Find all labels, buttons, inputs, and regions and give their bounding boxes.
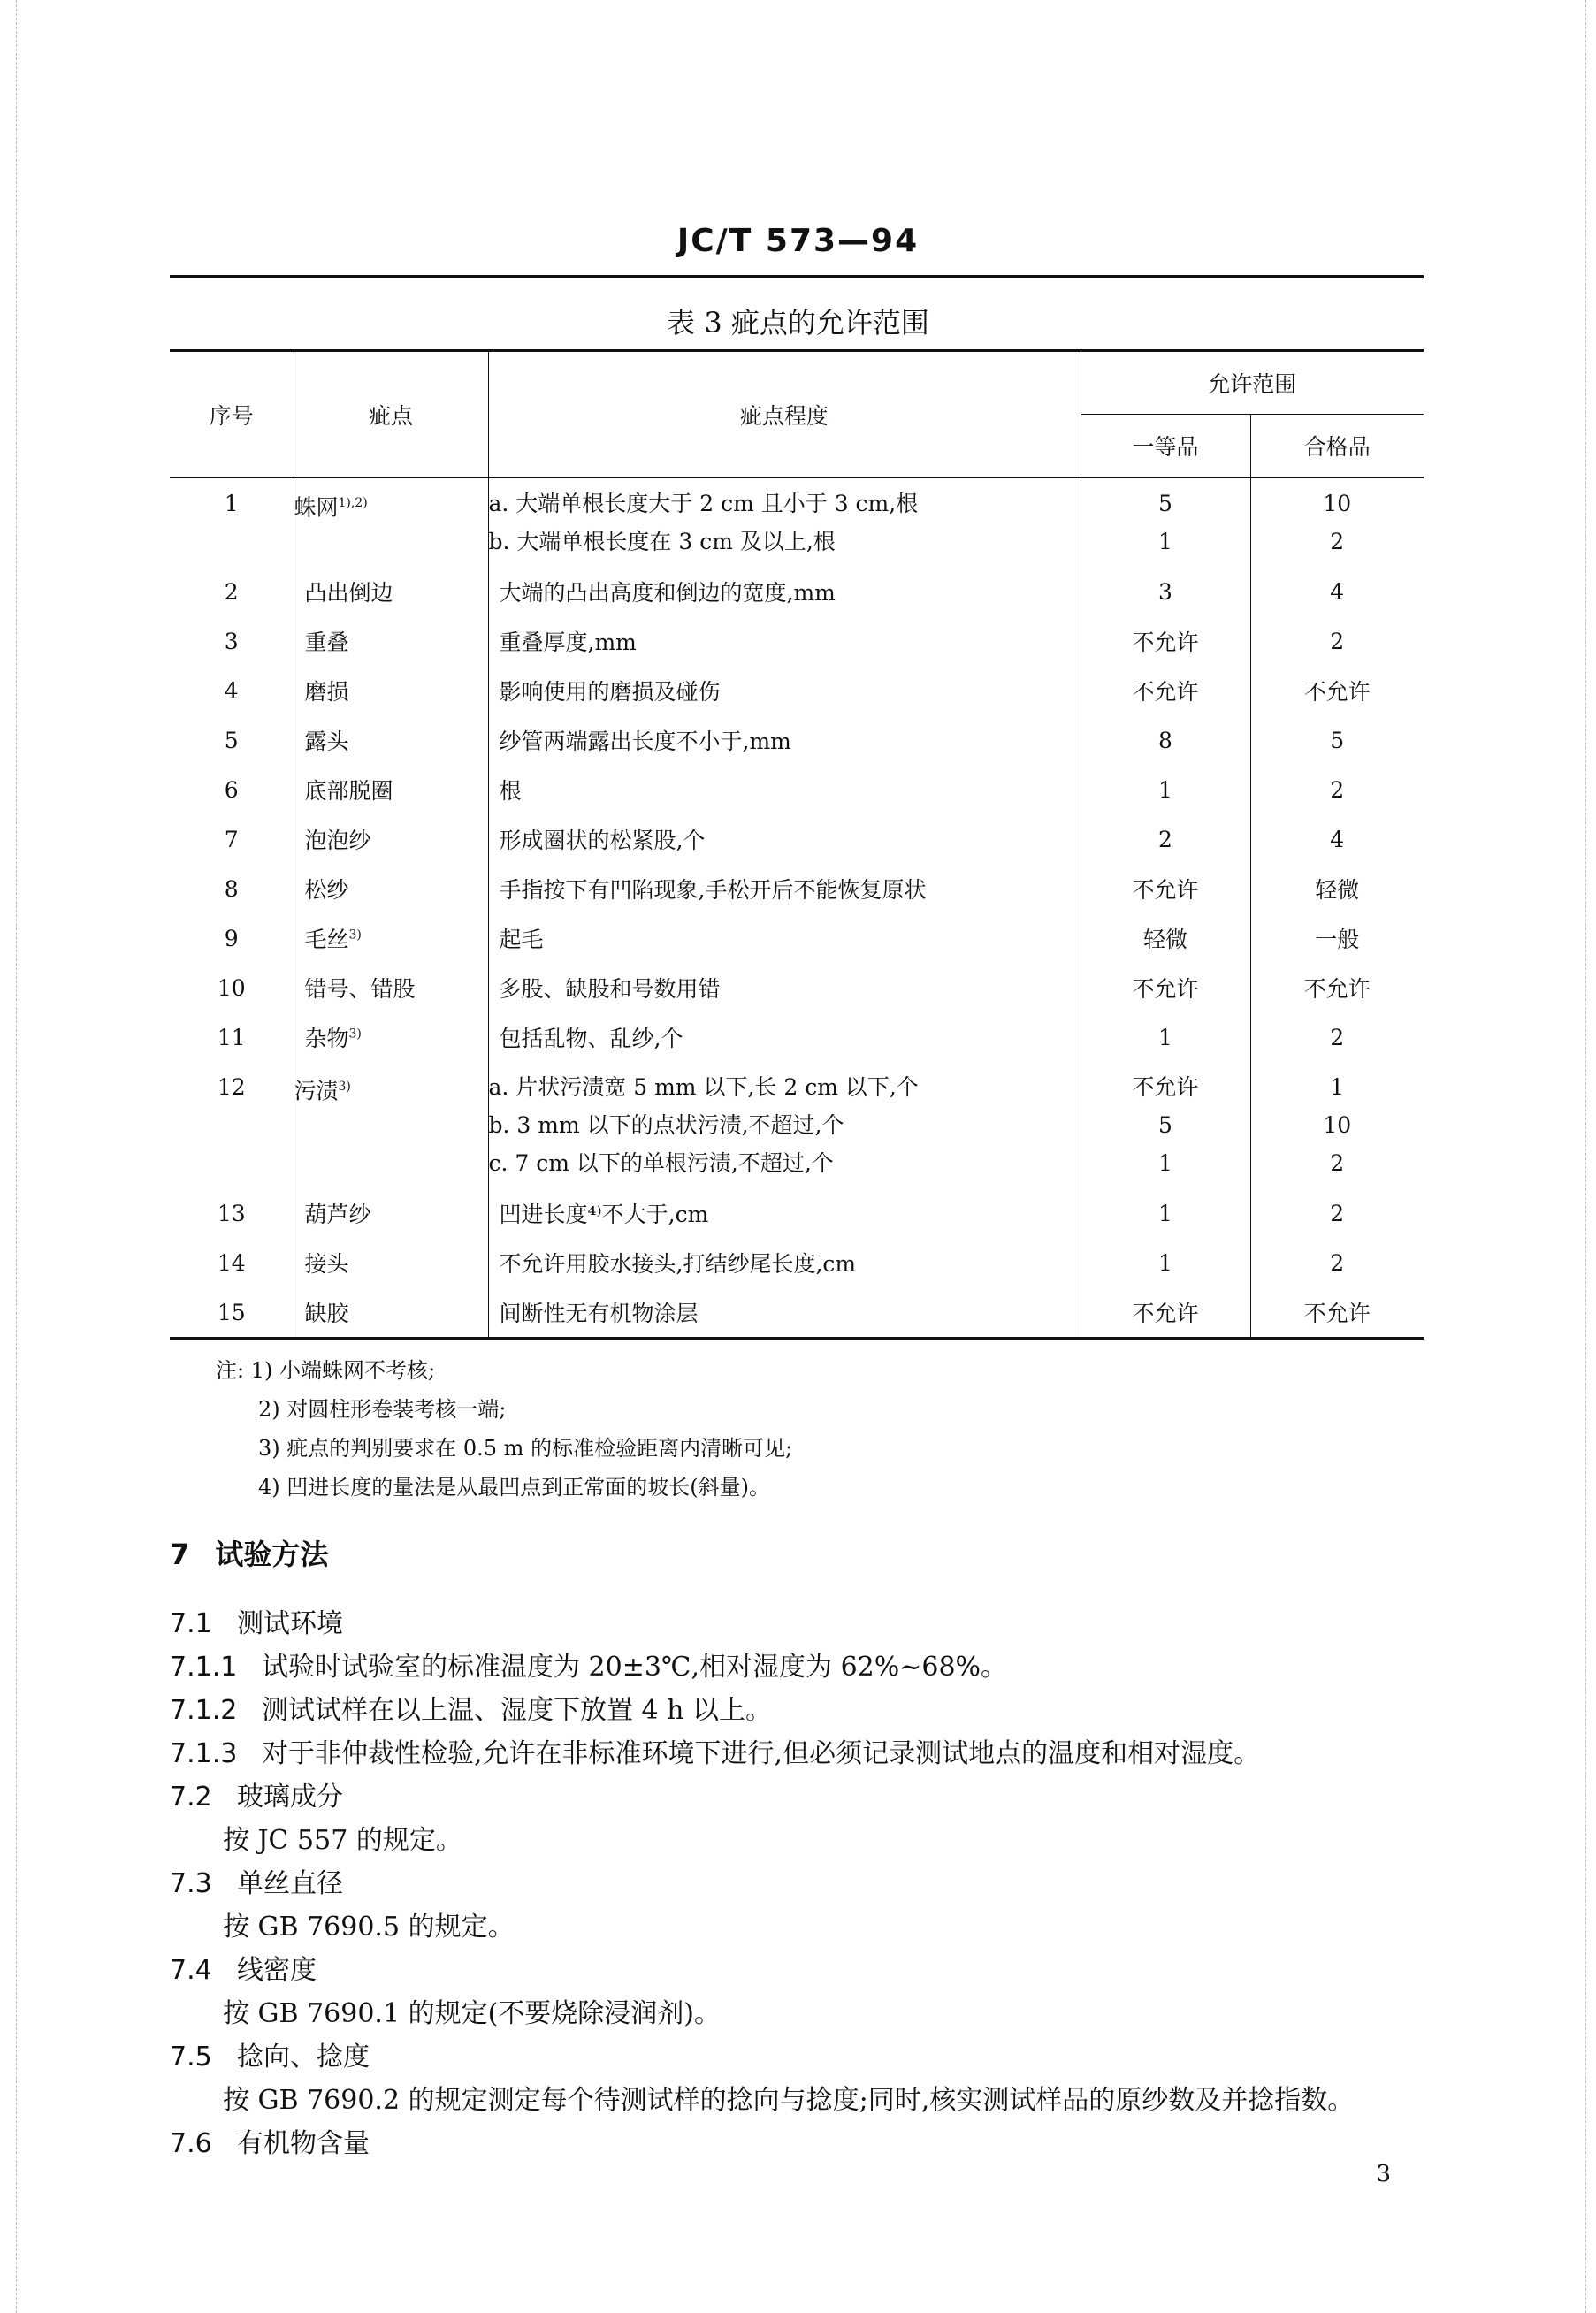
degree-line: 不允许用胶水接头,打结纱尾长度,cm	[499, 1251, 857, 1277]
clause-text: 按 GB 7690.5 的规定。	[223, 1912, 515, 1943]
degree-line: b. 大端单根长度在 3 cm 及以上,根	[488, 529, 836, 554]
cell-no	[170, 913, 294, 963]
section-line	[170, 1602, 1424, 1645]
degree-line: a. 大端单根长度大于 2 cm 且小于 3 cm,根	[488, 491, 919, 516]
cell-qualified	[1250, 864, 1424, 913]
table-row	[170, 765, 1424, 814]
degree-line: 包括乱物、乱纱,个	[499, 1026, 683, 1051]
cell-degree	[488, 715, 1081, 765]
section-line	[170, 1775, 1424, 1819]
page-number: 3	[1376, 2161, 1391, 2187]
cell-defect-name	[294, 715, 488, 765]
section-heading	[170, 1528, 1424, 1602]
row-number: 15	[217, 1299, 246, 1325]
defect-name: 凸出倒边	[304, 580, 393, 606]
cell-degree	[488, 1062, 1081, 1188]
defect-name: 毛丝	[304, 927, 349, 952]
clause-number: 7.1.1	[170, 1652, 238, 1683]
cell-no	[170, 1188, 294, 1238]
cell-no	[170, 765, 294, 814]
section-line	[170, 1992, 1424, 2035]
row-number: 1	[224, 491, 239, 516]
qualified-value: 2	[1330, 529, 1345, 554]
cell-degree	[488, 864, 1081, 913]
cell-first-grade	[1081, 913, 1250, 963]
cell-degree	[488, 1188, 1081, 1238]
first-grade-value: 8	[1158, 727, 1172, 753]
first-grade-value: 1	[1158, 1200, 1172, 1226]
defect-name: 污渍	[294, 1078, 339, 1104]
defect-name: 重叠	[304, 630, 349, 655]
clause-text: 玻璃成分	[237, 1782, 343, 1813]
cell-first-grade	[1081, 1188, 1250, 1238]
degree-line: 多股、缺股和号数用错	[499, 976, 721, 1002]
qualified-value: 10	[1323, 1112, 1352, 1138]
first-grade-value: 不允许	[1132, 1074, 1199, 1100]
header-allowed-range: 允许范围	[1081, 351, 1424, 415]
clause-text: 有机物含量	[237, 2128, 370, 2159]
degree-line: 手指按下有凹陷现象,手松开后不能恢复原状	[499, 877, 927, 903]
footnote-ref: 3)	[348, 927, 362, 943]
qualified-value: 1	[1330, 1074, 1345, 1100]
scan-edge-right	[1585, 0, 1587, 2313]
section-line	[170, 2035, 1424, 2079]
clause-number: 7.4	[170, 1955, 212, 1986]
cell-defect-name	[294, 477, 488, 567]
row-number: 7	[224, 826, 239, 852]
degree-line: c. 7 cm 以下的单根污渍,不超过,个	[488, 1150, 834, 1176]
first-grade-value: 轻微	[1142, 927, 1187, 952]
first-grade-value: 1	[1158, 776, 1172, 803]
cell-first-grade	[1081, 666, 1250, 715]
cell-no	[170, 666, 294, 715]
cell-degree	[488, 1012, 1081, 1062]
qualified-value: 4	[1330, 826, 1345, 852]
cell-degree	[488, 616, 1081, 666]
cell-qualified	[1250, 913, 1424, 963]
table-row	[170, 477, 1424, 567]
section-line	[170, 1645, 1424, 1689]
clause-number: 7.1	[170, 1608, 212, 1639]
section-line	[170, 1862, 1424, 1905]
cell-qualified	[1250, 1062, 1424, 1188]
row-number: 12	[217, 1074, 246, 1100]
cell-qualified	[1250, 477, 1424, 567]
cell-defect-name	[294, 814, 488, 864]
cell-defect-name	[294, 864, 488, 913]
cell-first-grade	[1081, 1238, 1250, 1287]
degree-line: b. 3 mm 以下的点状污渍,不超过,个	[488, 1112, 844, 1138]
first-grade-value: 3	[1158, 578, 1172, 605]
cell-qualified	[1250, 1188, 1424, 1238]
cell-qualified	[1250, 1238, 1424, 1287]
row-number: 10	[217, 974, 246, 1001]
row-number: 6	[224, 776, 239, 803]
degree-line: 根	[499, 778, 522, 804]
cell-defect-name	[294, 765, 488, 814]
qualified-value: 2	[1330, 1150, 1345, 1176]
cell-no	[170, 1062, 294, 1188]
header-rule	[170, 275, 1424, 278]
degree-line: 大端的凸出高度和倒边的宽度,mm	[499, 580, 836, 606]
header-degree: 疵点程度	[488, 351, 1081, 478]
scan-edge-left	[16, 0, 18, 2313]
first-grade-value: 1	[1158, 1150, 1172, 1176]
cell-first-grade	[1081, 715, 1250, 765]
cell-qualified	[1250, 616, 1424, 666]
header-defect: 疵点	[294, 351, 488, 478]
cell-qualified	[1250, 963, 1424, 1012]
cell-defect-name	[294, 1188, 488, 1238]
cell-degree	[488, 765, 1081, 814]
clause-text: 按 GB 7690.2 的规定测定每个待测试样的捻向与捻度;同时,核实测试样品的原纱数及并捻指数。	[223, 2085, 1355, 2116]
section-line	[170, 1689, 1424, 1732]
section-line	[170, 1905, 1424, 1949]
first-grade-value: 不允许	[1132, 976, 1199, 1002]
first-grade-value: 不允许	[1132, 1301, 1199, 1326]
clause-text: 捻向、捻度	[237, 2042, 370, 2073]
qualified-value: 2	[1330, 1249, 1345, 1276]
cell-qualified	[1250, 1012, 1424, 1062]
cell-no	[170, 1012, 294, 1062]
clause-text: 试验时试验室的标准温度为 20±3℃,相对湿度为 62%~68%。	[262, 1652, 1008, 1683]
cell-defect-name	[294, 1238, 488, 1287]
qualified-value: 2	[1330, 1024, 1345, 1050]
cell-first-grade	[1081, 567, 1250, 616]
section-number: 7	[170, 1538, 190, 1571]
defect-name: 磨损	[304, 679, 349, 705]
cell-qualified	[1250, 666, 1424, 715]
clause-text: 测试环境	[237, 1608, 343, 1639]
cell-no	[170, 477, 294, 567]
defect-name: 露头	[304, 729, 349, 754]
clause-text: 线密度	[237, 1955, 317, 1986]
table-notes	[216, 1351, 792, 1507]
table-row	[170, 1287, 1424, 1339]
first-grade-value: 1	[1158, 1249, 1172, 1276]
table-row	[170, 814, 1424, 864]
qualified-value: 5	[1330, 727, 1345, 753]
cell-degree	[488, 814, 1081, 864]
cell-defect-name	[294, 666, 488, 715]
degree-line: 影响使用的磨损及碰伤	[499, 679, 721, 705]
degree-line: 重叠厚度,mm	[499, 630, 637, 655]
section-line	[170, 1949, 1424, 1992]
cell-no	[170, 864, 294, 913]
cell-no	[170, 616, 294, 666]
cell-degree	[488, 567, 1081, 616]
table-title: 表 3 疵点的允许范围	[667, 306, 929, 340]
table-body	[170, 477, 1424, 1339]
qualified-value: 10	[1323, 491, 1352, 516]
clause-text: 单丝直径	[237, 1868, 343, 1899]
degree-line: 凹进长度⁴⁾不大于,cm	[499, 1202, 709, 1227]
section-line	[170, 1732, 1424, 1775]
cell-first-grade	[1081, 1287, 1250, 1339]
note-item: 4) 凹进长度的量法是从最凹点到正常面的坡长(斜量)。	[258, 1475, 770, 1500]
cell-first-grade	[1081, 616, 1250, 666]
standard-code-header: JC/T 573—94	[676, 223, 920, 259]
defect-name: 错号、错股	[304, 976, 416, 1002]
first-grade-value: 不允许	[1132, 679, 1199, 705]
table-row	[170, 1238, 1424, 1287]
header-first-grade: 一等品	[1081, 415, 1250, 478]
row-number: 5	[224, 727, 239, 753]
cell-first-grade	[1081, 477, 1250, 567]
cell-first-grade	[1081, 1012, 1250, 1062]
degree-line: 形成圈状的松紧股,个	[499, 828, 706, 853]
table-row	[170, 963, 1424, 1012]
defect-name: 杂物	[304, 1026, 349, 1051]
row-number: 8	[224, 875, 239, 902]
row-number: 9	[224, 925, 239, 951]
table-row	[170, 567, 1424, 616]
cell-defect-name	[294, 567, 488, 616]
table-row	[170, 616, 1424, 666]
clause-number: 7.3	[170, 1868, 212, 1899]
section-items	[170, 1602, 1424, 2165]
table-row	[170, 864, 1424, 913]
cell-qualified	[1250, 1287, 1424, 1339]
table-row	[170, 1012, 1424, 1062]
qualified-value: 不允许	[1303, 976, 1371, 1002]
first-grade-value: 5	[1158, 491, 1172, 516]
section-line	[170, 2079, 1424, 2122]
defect-name: 葫芦纱	[304, 1202, 371, 1227]
cell-degree	[488, 477, 1081, 567]
row-number: 13	[217, 1200, 246, 1226]
cell-qualified	[1250, 814, 1424, 864]
cell-qualified	[1250, 567, 1424, 616]
row-number: 3	[224, 628, 239, 654]
footnote-ref: 3)	[338, 1080, 351, 1094]
cell-defect-name	[294, 913, 488, 963]
cell-first-grade	[1081, 814, 1250, 864]
clause-number: 7.5	[170, 2042, 212, 2073]
table-row	[170, 715, 1424, 765]
defect-name: 底部脱圈	[304, 778, 393, 804]
cell-no	[170, 715, 294, 765]
clause-number: 7.6	[170, 2128, 212, 2159]
row-number: 4	[224, 677, 239, 704]
section-line	[170, 1819, 1424, 1862]
row-number: 2	[224, 578, 239, 605]
footnote-ref: 1),2)	[338, 496, 368, 510]
qualified-value: 一般	[1315, 927, 1360, 952]
cell-defect-name	[294, 1287, 488, 1339]
qualified-value: 不允许	[1303, 1301, 1371, 1326]
cell-first-grade	[1081, 963, 1250, 1012]
cell-degree	[488, 1287, 1081, 1339]
defect-name: 缺胶	[304, 1301, 349, 1326]
cell-degree	[488, 1238, 1081, 1287]
cell-defect-name	[294, 1062, 488, 1188]
header-qualified: 合格品	[1250, 415, 1424, 478]
header-no: 序号	[170, 351, 294, 478]
cell-no	[170, 814, 294, 864]
notes-label: 注:	[216, 1358, 245, 1383]
degree-line: 间断性无有机物涂层	[499, 1301, 699, 1326]
cell-no	[170, 963, 294, 1012]
cell-first-grade	[1081, 765, 1250, 814]
defect-name: 蛛网	[294, 494, 339, 521]
cell-first-grade	[1081, 1062, 1250, 1188]
table-row	[170, 913, 1424, 963]
defect-name: 松纱	[304, 877, 349, 903]
cell-defect-name	[294, 616, 488, 666]
section-title: 试验方法	[215, 1538, 329, 1571]
cell-degree	[488, 666, 1081, 715]
cell-qualified	[1250, 765, 1424, 814]
cell-no	[170, 1238, 294, 1287]
table-row	[170, 666, 1424, 715]
cell-first-grade	[1081, 864, 1250, 913]
qualified-value: 不允许	[1303, 679, 1371, 705]
qualified-value: 4	[1330, 578, 1345, 605]
clause-number: 7.1.3	[170, 1738, 238, 1769]
cell-defect-name	[294, 963, 488, 1012]
clause-text: 测试试样在以上温、湿度下放置 4 h 以上。	[262, 1695, 773, 1726]
section-body	[170, 1528, 1424, 2165]
qualified-value: 轻微	[1315, 877, 1360, 903]
cell-no	[170, 567, 294, 616]
cell-qualified	[1250, 715, 1424, 765]
row-number: 14	[217, 1249, 246, 1276]
table-row	[170, 1188, 1424, 1238]
clause-text: 按 JC 557 的规定。	[223, 1825, 462, 1856]
first-grade-value: 1	[1158, 1024, 1172, 1050]
clause-text: 对于非仲裁性检验,允许在非标准环境下进行,但必须记录测试地点的温度和相对湿度。	[262, 1738, 1261, 1769]
cell-degree	[488, 913, 1081, 963]
note-item: 3) 疵点的判别要求在 0.5 m 的标准检验距离内清晰可见;	[258, 1436, 793, 1461]
qualified-value: 2	[1330, 1200, 1345, 1226]
cell-no	[170, 1287, 294, 1339]
table-row	[170, 1062, 1424, 1188]
degree-line: 起毛	[499, 927, 544, 952]
first-grade-value: 不允许	[1132, 877, 1199, 903]
defect-name: 泡泡纱	[304, 828, 371, 853]
defect-name: 接头	[304, 1251, 349, 1277]
clause-text: 按 GB 7690.1 的规定(不要烧除浸润剂)。	[223, 1998, 721, 2029]
degree-line: a. 片状污渍宽 5 mm 以下,长 2 cm 以下,个	[488, 1074, 919, 1100]
note-item: 2) 对圆柱形卷装考核一端;	[258, 1397, 507, 1422]
footnote-ref: 3)	[348, 1027, 362, 1042]
first-grade-value: 2	[1158, 826, 1172, 852]
first-grade-value: 5	[1158, 1112, 1172, 1138]
qualified-value: 2	[1330, 628, 1345, 654]
row-number: 11	[217, 1024, 246, 1050]
note-item: 1) 小端蛛网不考核;	[250, 1358, 436, 1383]
clause-number: 7.2	[170, 1782, 212, 1813]
defect-table	[170, 349, 1424, 1340]
cell-degree	[488, 963, 1081, 1012]
cell-defect-name	[294, 1012, 488, 1062]
degree-line: 纱管两端露出长度不小于,mm	[499, 729, 791, 754]
section-line	[170, 2122, 1424, 2165]
qualified-value: 2	[1330, 776, 1345, 803]
clause-number: 7.1.2	[170, 1695, 238, 1726]
first-grade-value: 不允许	[1132, 630, 1199, 655]
first-grade-value: 1	[1158, 529, 1172, 554]
